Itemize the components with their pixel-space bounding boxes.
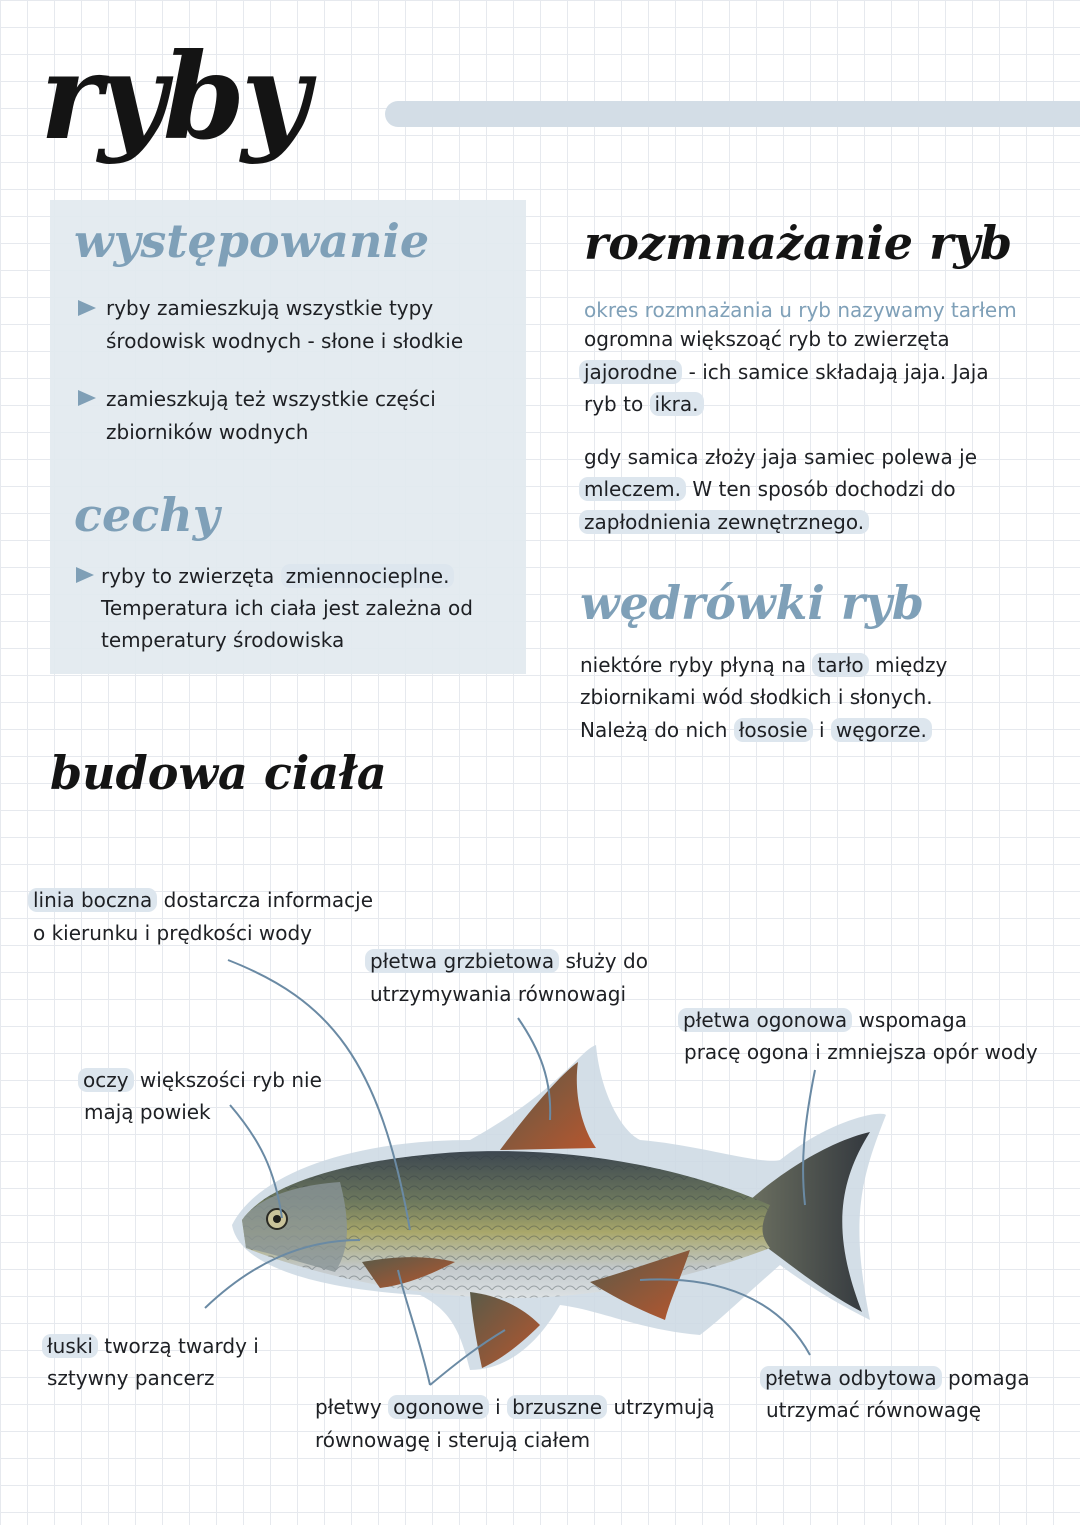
highlight-wegorze: węgorze. (831, 718, 932, 742)
wystepowanie-bullet1-line1: ryby zamieszkują wszystkie typy (106, 296, 434, 320)
heading-wystepowanie: występowanie (74, 214, 430, 268)
highlight-jajorodne: jajorodne (579, 360, 682, 384)
label-ogonowa-line1 (678, 1004, 967, 1037)
label-oczy-line1 (78, 1064, 322, 1097)
label-odbytowa-line2: utrzymać równowagę (766, 1398, 982, 1422)
heading-rozmnazanie: rozmnażanie ryb (584, 216, 1013, 270)
wystepowanie-bullet2-line1: zamieszkują też wszystkie części (106, 387, 436, 411)
cechy-line3: temperatury środowiska (101, 628, 345, 652)
highlight-brzuszne: brzuszne (507, 1395, 607, 1419)
highlight-pletwa-odbytowa: płetwa odbytowa (760, 1366, 942, 1390)
label-odbytowa-text: pomaga (941, 1366, 1030, 1390)
label-luski-line2: sztywny pancerz (47, 1366, 215, 1390)
label-grzbietowa-text: służy do (559, 949, 648, 973)
label-pletwy-text-a: płetwy (315, 1395, 389, 1419)
label-oczy-text: większości ryb nie (133, 1068, 322, 1092)
heading-budowa-ciala: budowa ciała (50, 746, 387, 800)
label-linia-boczna-line2: o kierunku i prędkości wody (33, 921, 313, 945)
highlight-luski: łuski (42, 1334, 98, 1358)
highlight-ogonowe: ogonowe (388, 1395, 489, 1419)
label-linia-boczna-line1 (28, 884, 373, 917)
label-pletwy-text-c: utrzymują (607, 1395, 715, 1419)
fish-illustration (232, 1045, 886, 1370)
label-pletwy-text-b: i (488, 1395, 508, 1419)
label-pletwy-line1 (315, 1391, 715, 1424)
highlight-zmiennocieplne: zmiennocieplne. (281, 564, 455, 588)
wedrowki-line1-text-a: niektóre ryby płyną na (580, 653, 813, 677)
highlight-lososie: łososie (734, 718, 813, 742)
wystepowanie-bullet1-line2: środowisk wodnych - słone i słodkie (106, 329, 464, 353)
heading-cechy: cechy (74, 488, 220, 542)
label-grzbietowa-line1 (365, 945, 648, 978)
cechy-line1-text: ryby to zwierzęta (101, 564, 281, 588)
cechy-line2: Temperatura ich ciała jest zależna od (101, 596, 473, 620)
page-title: ryby (40, 27, 306, 166)
label-odbytowa-line1 (760, 1362, 1030, 1395)
label-grzbietowa-line2: utrzymywania równowagi (370, 982, 627, 1006)
label-oczy-line2: mają powiek (84, 1100, 211, 1124)
heading-wedrowki: wędrówki ryb (580, 576, 925, 630)
rozmnazanie-p1-line3-text: ryb to (584, 392, 650, 416)
rozmnazanie-p1-line2-text: - ich samice składają jaja. Jaja (682, 360, 989, 384)
label-linia-boczna-text: dostarcza informacje (157, 888, 374, 912)
label-pletwy-line2: równowagę i sterują ciałem (315, 1428, 591, 1452)
rozmnazanie-p2-line2-text: W ten sposób dochodzi do (685, 477, 956, 501)
highlight-linia-boczna: linia boczna (28, 888, 157, 912)
highlight-zaplodnienie: zapłodnienia zewnętrznego. (579, 510, 869, 534)
rozmnazanie-p2-line1: gdy samica złoży jaja samiec polewa je (584, 445, 977, 469)
highlight-oczy: oczy (78, 1068, 134, 1092)
wedrowki-line1-text-b: między (868, 653, 948, 677)
label-luski-line1 (42, 1330, 259, 1363)
wystepowanie-bullet2-line2: zbiorników wodnych (106, 420, 309, 444)
wedrowki-line3-text-b: i (812, 718, 831, 742)
highlight-ikra: ikra. (650, 392, 704, 416)
rozmnazanie-p1-line1: ogromna większoąć ryb to zwierzęta (584, 327, 950, 351)
label-ogonowa-text: wspomaga (852, 1008, 967, 1032)
highlight-pletwa-ogonowa: płetwa ogonowa (678, 1008, 852, 1032)
highlight-tarlo: tarło (812, 653, 868, 677)
wedrowki-line3-text-a: Należą do nich (580, 718, 734, 742)
highlight-pletwa-grzbietowa: płetwa grzbietowa (365, 949, 559, 973)
label-luski-text: tworzą twardy i (97, 1334, 259, 1358)
highlight-mleczem: mleczem. (579, 477, 686, 501)
rozmnazanie-intro: okres rozmnażania u ryb nazywamy tarłem (584, 298, 1017, 322)
label-ogonowa-line2: pracę ogona i zmniejsza opór wody (684, 1040, 1038, 1064)
wedrowki-line2: zbiornikami wód słodkich i słonych. (580, 685, 933, 709)
